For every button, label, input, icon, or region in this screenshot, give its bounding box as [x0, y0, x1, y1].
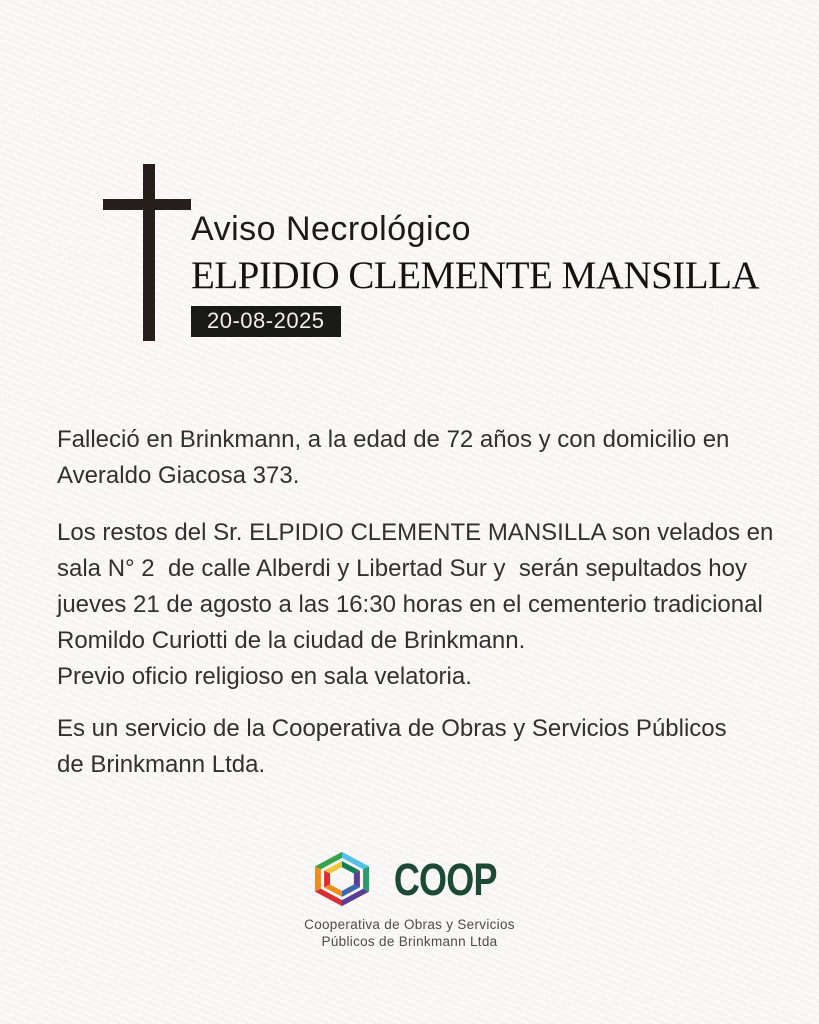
body-line: Romildo Curiotti de la ciudad de Brinkmann. [57, 627, 526, 654]
cross-horizontal-bar [103, 199, 191, 210]
coop-tagline-line1: Cooperativa de Obras y Servicios [304, 917, 515, 932]
body-line: Es un servicio de la Cooperativa de Obras y Servicios Públicos [57, 715, 727, 742]
notice-body [57, 422, 774, 783]
coop-logo-block [0, 849, 819, 950]
coop-tagline [0, 916, 819, 950]
paragraph-death-details [57, 422, 767, 494]
body-line: de Brinkmann Ltda. [57, 751, 266, 778]
body-line: Averaldo Giacosa 373. [57, 462, 300, 489]
paragraph-service-provider [57, 711, 767, 783]
body-line: Falleció en Brinkmann, a la edad de 72 años y con domicilio en [57, 426, 730, 453]
body-line: Los restos del Sr. ELPIDIO CLEMENTE MANSILLA son velados en [57, 519, 774, 546]
notice-kicker: Aviso Necrológico [191, 210, 472, 248]
coop-logo-row [0, 849, 819, 909]
coop-cube-icon [310, 850, 374, 908]
deceased-name: ELPIDIO CLEMENTE MANSILLA [191, 254, 760, 297]
body-line: jueves 21 de agosto a las 16:30 horas en el cementerio tradicional [57, 591, 763, 618]
coop-wordmark: COOP [393, 854, 497, 905]
body-line: sala N° 2 de calle Alberdi y Libertad Sur y serán sepultados hoy [57, 555, 747, 582]
coop-tagline-line2: Públicos de Brinkmann Ltda [321, 934, 498, 949]
paragraph-wake-details [57, 515, 774, 695]
body-line: Previo oficio religioso en sala velatoria. [57, 663, 472, 690]
cross-vertical-bar [143, 164, 155, 341]
notice-header [191, 206, 819, 337]
date-badge: 20-08-2025 [191, 306, 341, 337]
